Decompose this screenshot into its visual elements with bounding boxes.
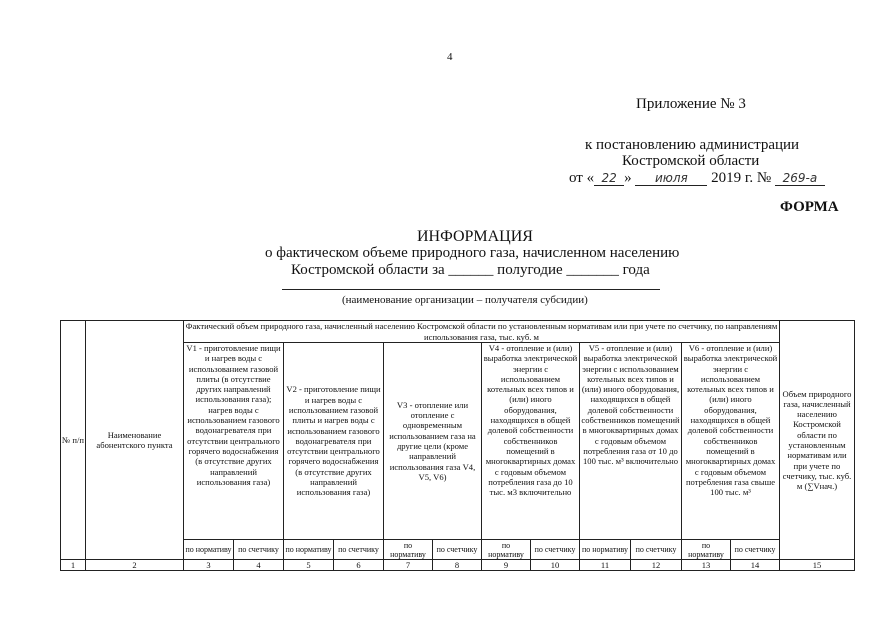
column-number-cell: 9 — [482, 560, 531, 571]
column-number-cell: 8 — [433, 560, 482, 571]
decree-day: 22 — [594, 172, 624, 186]
header-v6: V6 - отопление и (или) выработка электрической энергии с использованием котельных всех типов и (или) иного оборудования, находящихся в общей долевой собственности собственников помещений в многоквартирных домах с годовым объемом потребления газа свыше 100 тыс. м³ — [682, 343, 780, 540]
document-subtitle-1: о фактическом объеме природного газа, начисленном населению — [265, 245, 680, 261]
subheader-norm: по нормативу — [580, 540, 631, 560]
column-number-cell: 5 — [284, 560, 334, 571]
header-row-number: № п/п — [61, 321, 86, 560]
header-v4: V4 - отопление и (или) выработка электрической энергии с использованием котельных всех типов и (или) иного оборудования, находящихся в общей долевой собственности собственников помещений в многоквартирных домах с годовым объемом потребления газа до 10 тыс. м3 включительно — [482, 343, 580, 540]
column-number-cell: 10 — [531, 560, 580, 571]
subheader-norm: по нормативу — [682, 540, 731, 560]
subheader-norm: по нормативу — [384, 540, 433, 560]
decree-from: от « — [569, 170, 595, 186]
decree-line-2: Костромской области — [622, 153, 760, 169]
column-number-cell: 15 — [780, 560, 855, 571]
subheader-meter: по счетчику — [234, 540, 284, 560]
organization-name-line — [282, 289, 660, 290]
header-total-volume: Объем природного газа, начисленный населению Костромской области по установленным нормативам или при учете по счетчику, тыс. куб. м (∑Vнач.) — [780, 321, 855, 560]
subheader-meter: по счетчику — [731, 540, 780, 560]
subheader-norm: по нормативу — [482, 540, 531, 560]
subheader-norm: по нормативу — [184, 540, 234, 560]
decree-date-line — [569, 170, 825, 187]
decree-number: 269-а — [775, 172, 825, 186]
subheader-meter: по счетчику — [334, 540, 384, 560]
column-number-cell: 4 — [234, 560, 284, 571]
gas-volume-table — [60, 320, 855, 571]
column-number-cell: 3 — [184, 560, 234, 571]
header-subscriber-name: Наименование абонентского пункта — [86, 321, 184, 560]
header-v3: V3 - отопление или отопление с одновременным использованием газа на другие цели (кроме направлений использования газа V4, V5, V6) — [384, 343, 482, 540]
column-number-cell: 2 — [86, 560, 184, 571]
column-number-cell: 1 — [61, 560, 86, 571]
header-v1: V1 - приготовление пищи и нагрев воды с использованием газовой плиты (в отсутствие других направлений использования газа); нагрев воды с использованием газового водонагревателя при отсутствии центрального горячего водоснабжения (в отсутствие других направлений использования газа) — [184, 343, 284, 540]
subheader-meter: по счетчику — [531, 540, 580, 560]
appendix-label: Приложение № 3 — [636, 96, 746, 112]
subheader-norm: по нормативу — [284, 540, 334, 560]
column-number-cell: 14 — [731, 560, 780, 571]
header-gas-volume-group: Фактический объем природного газа, начисленный населению Костромской области по установленным нормативам или при учете по счетчику, по направлениям использования газа, тыс. куб. м — [184, 321, 780, 343]
decree-year: 2019 г. № — [711, 170, 772, 186]
form-label: ФОРМА — [780, 199, 839, 215]
header-v2: V2 - приготовление пищи и нагрев воды с использованием газовой плиты и нагрев воды с использованием газового водонагревателя при отсутствии центрального горячего водоснабжения (в отсутствие других направлений использования газа) — [284, 343, 384, 540]
column-number-cell: 13 — [682, 560, 731, 571]
document-subtitle-2: Костромской области за ______ полугодие _______ года — [291, 262, 650, 278]
column-number-cell: 11 — [580, 560, 631, 571]
decree-month: июля — [635, 172, 707, 186]
subheader-meter: по счетчику — [433, 540, 482, 560]
column-number-cell: 12 — [631, 560, 682, 571]
decree-line-1: к постановлению администрации — [585, 137, 800, 153]
organization-caption: (наименование организации – получателя субсидии) — [342, 294, 588, 306]
column-number-cell: 7 — [384, 560, 433, 571]
decree-quote: » — [624, 170, 632, 186]
subheader-meter: по счетчику — [631, 540, 682, 560]
column-number-cell: 6 — [334, 560, 384, 571]
document-title: ИНФОРМАЦИЯ — [417, 228, 533, 245]
page-number: 4 — [447, 51, 453, 63]
header-v5: V5 - отопление и (или) выработка электрической энергии с использованием котельных всех типов и (или) иного оборудования, находящихся в общей долевой собственности собственников помещений в многоквартирных домах с годовым объемом потребления газа от 10 до 100 тыс. м³ включительно — [580, 343, 682, 540]
